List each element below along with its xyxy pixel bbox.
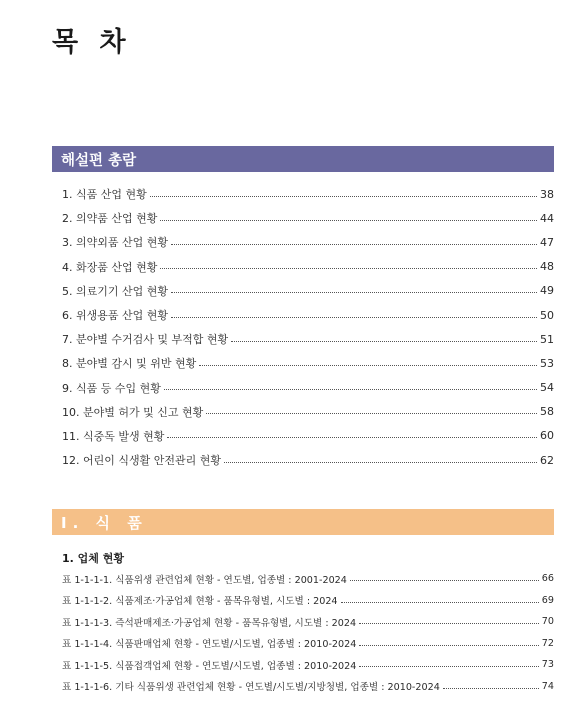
toc-entry-label: 3. 의약외품 산업 현황 [62, 236, 168, 250]
toc-entry[interactable] [62, 182, 554, 206]
toc-entry-label: 표 1-1-1-2. 식품제조·가공업체 현황 - 품목유형별, 시도별 : 2024 [62, 596, 338, 608]
leader-dots [171, 317, 537, 318]
toc-entry[interactable] [62, 279, 554, 303]
toc-entry-label: 8. 분야별 감시 및 위반 현황 [62, 357, 197, 371]
leader-dots [164, 389, 537, 390]
leader-dots [171, 292, 537, 293]
toc-entry-page: 58 [540, 405, 554, 419]
toc-entry-page: 54 [540, 381, 554, 395]
toc-entry-label: 6. 위생용품 산업 현황 [62, 309, 168, 323]
toc-entry-label: 표 1-1-1-1. 식품위생 관련업체 현황 - 연도별, 업종별 : 2001-2024 [62, 574, 347, 586]
toc-entry-page: 48 [540, 260, 554, 274]
toc-entry[interactable] [62, 303, 554, 327]
leader-dots [199, 365, 537, 366]
toc-entry-label: 7. 분야별 수거검사 및 부적합 현황 [62, 333, 229, 347]
toc-entry[interactable] [62, 654, 554, 676]
toc-entry[interactable] [62, 206, 554, 230]
toc-entry-page: 69 [541, 594, 554, 606]
section-heading-overview [52, 146, 554, 172]
toc-entry-label: 10. 분야별 허가 및 신고 현황 [62, 405, 204, 419]
leader-dots [359, 666, 538, 667]
toc-entry-page: 47 [540, 235, 554, 249]
toc-entry-page: 62 [540, 453, 554, 467]
toc-entry[interactable] [62, 611, 554, 633]
leader-dots [150, 196, 537, 197]
toc-entry-label: 2. 의약품 산업 현황 [62, 212, 158, 226]
toc-entry[interactable] [62, 676, 554, 698]
toc-entry-label: 표 1-1-1-3. 즉석판매제조·가공업체 현황 - 품목유형별, 시도별 : 2024 [62, 617, 357, 629]
leader-dots [350, 580, 539, 581]
leader-dots [160, 220, 537, 221]
page-title: 목 차 [52, 27, 132, 58]
leader-dots [171, 244, 537, 245]
section-heading-label: Ⅰ. 식 품 [61, 513, 148, 532]
leader-dots [359, 623, 539, 624]
toc-entry[interactable] [62, 590, 554, 612]
toc-entry[interactable] [62, 400, 554, 424]
leader-dots [167, 437, 537, 438]
toc-entry-label: 4. 화장품 산업 현황 [62, 260, 158, 274]
toc-entry-page: 53 [540, 356, 554, 370]
leader-dots [443, 688, 539, 689]
toc-entry[interactable] [62, 255, 554, 279]
toc-entry-label: 표 1-1-1-6. 기타 식품위생 관련업체 현황 - 연도별/시도별/지방청별, 업종별 : 2010-2024 [62, 682, 440, 694]
toc-entry-page: 60 [540, 429, 554, 443]
toc-entry-page: 72 [541, 637, 554, 649]
toc-entry-page: 49 [540, 284, 554, 298]
leader-dots [341, 602, 539, 603]
subsection-heading: 1. 업체 현황 [62, 552, 124, 565]
toc-entry-page: 50 [540, 308, 554, 322]
leader-dots [359, 645, 538, 646]
toc-entry-page: 51 [540, 332, 554, 346]
toc-entry-page: 38 [540, 187, 554, 201]
toc-entry[interactable] [62, 327, 554, 351]
toc-entry[interactable] [62, 424, 554, 448]
toc-entry[interactable] [62, 351, 554, 375]
toc-entry-label: 표 1-1-1-4. 식품판매업체 현황 - 연도별/시도별, 업종별 : 2010-2024 [62, 639, 357, 651]
toc-entry-label: 1. 식품 산업 현황 [62, 188, 147, 202]
toc-entry-page: 44 [540, 211, 554, 225]
toc-table-list [62, 568, 554, 697]
toc-entry-page: 74 [541, 680, 554, 692]
leader-dots [206, 413, 537, 414]
section-heading-food [52, 509, 554, 535]
leader-dots [160, 268, 537, 269]
toc-entry[interactable] [62, 376, 554, 400]
toc-entry[interactable] [62, 633, 554, 655]
toc-entry-page: 73 [541, 659, 554, 671]
toc-entry-label: 9. 식품 등 수입 현황 [62, 381, 161, 395]
toc-overview-list [62, 182, 554, 472]
toc-entry-label: 표 1-1-1-5. 식품접객업체 현황 - 연도별/시도별, 업종별 : 2010-2024 [62, 660, 357, 672]
toc-entry-label: 5. 의료기기 산업 현황 [62, 284, 168, 298]
toc-entry-label: 11. 식중독 발생 현황 [62, 429, 165, 443]
toc-entry-page: 66 [541, 573, 554, 585]
toc-entry[interactable] [62, 230, 554, 254]
toc-entry[interactable] [62, 568, 554, 590]
toc-entry-page: 70 [541, 616, 554, 628]
leader-dots [231, 341, 537, 342]
section-heading-label: 해설편 총람 [61, 152, 137, 169]
leader-dots [224, 462, 537, 463]
toc-entry[interactable] [62, 448, 554, 472]
toc-entry-label: 12. 어린이 식생활 안전관리 현황 [62, 454, 221, 468]
